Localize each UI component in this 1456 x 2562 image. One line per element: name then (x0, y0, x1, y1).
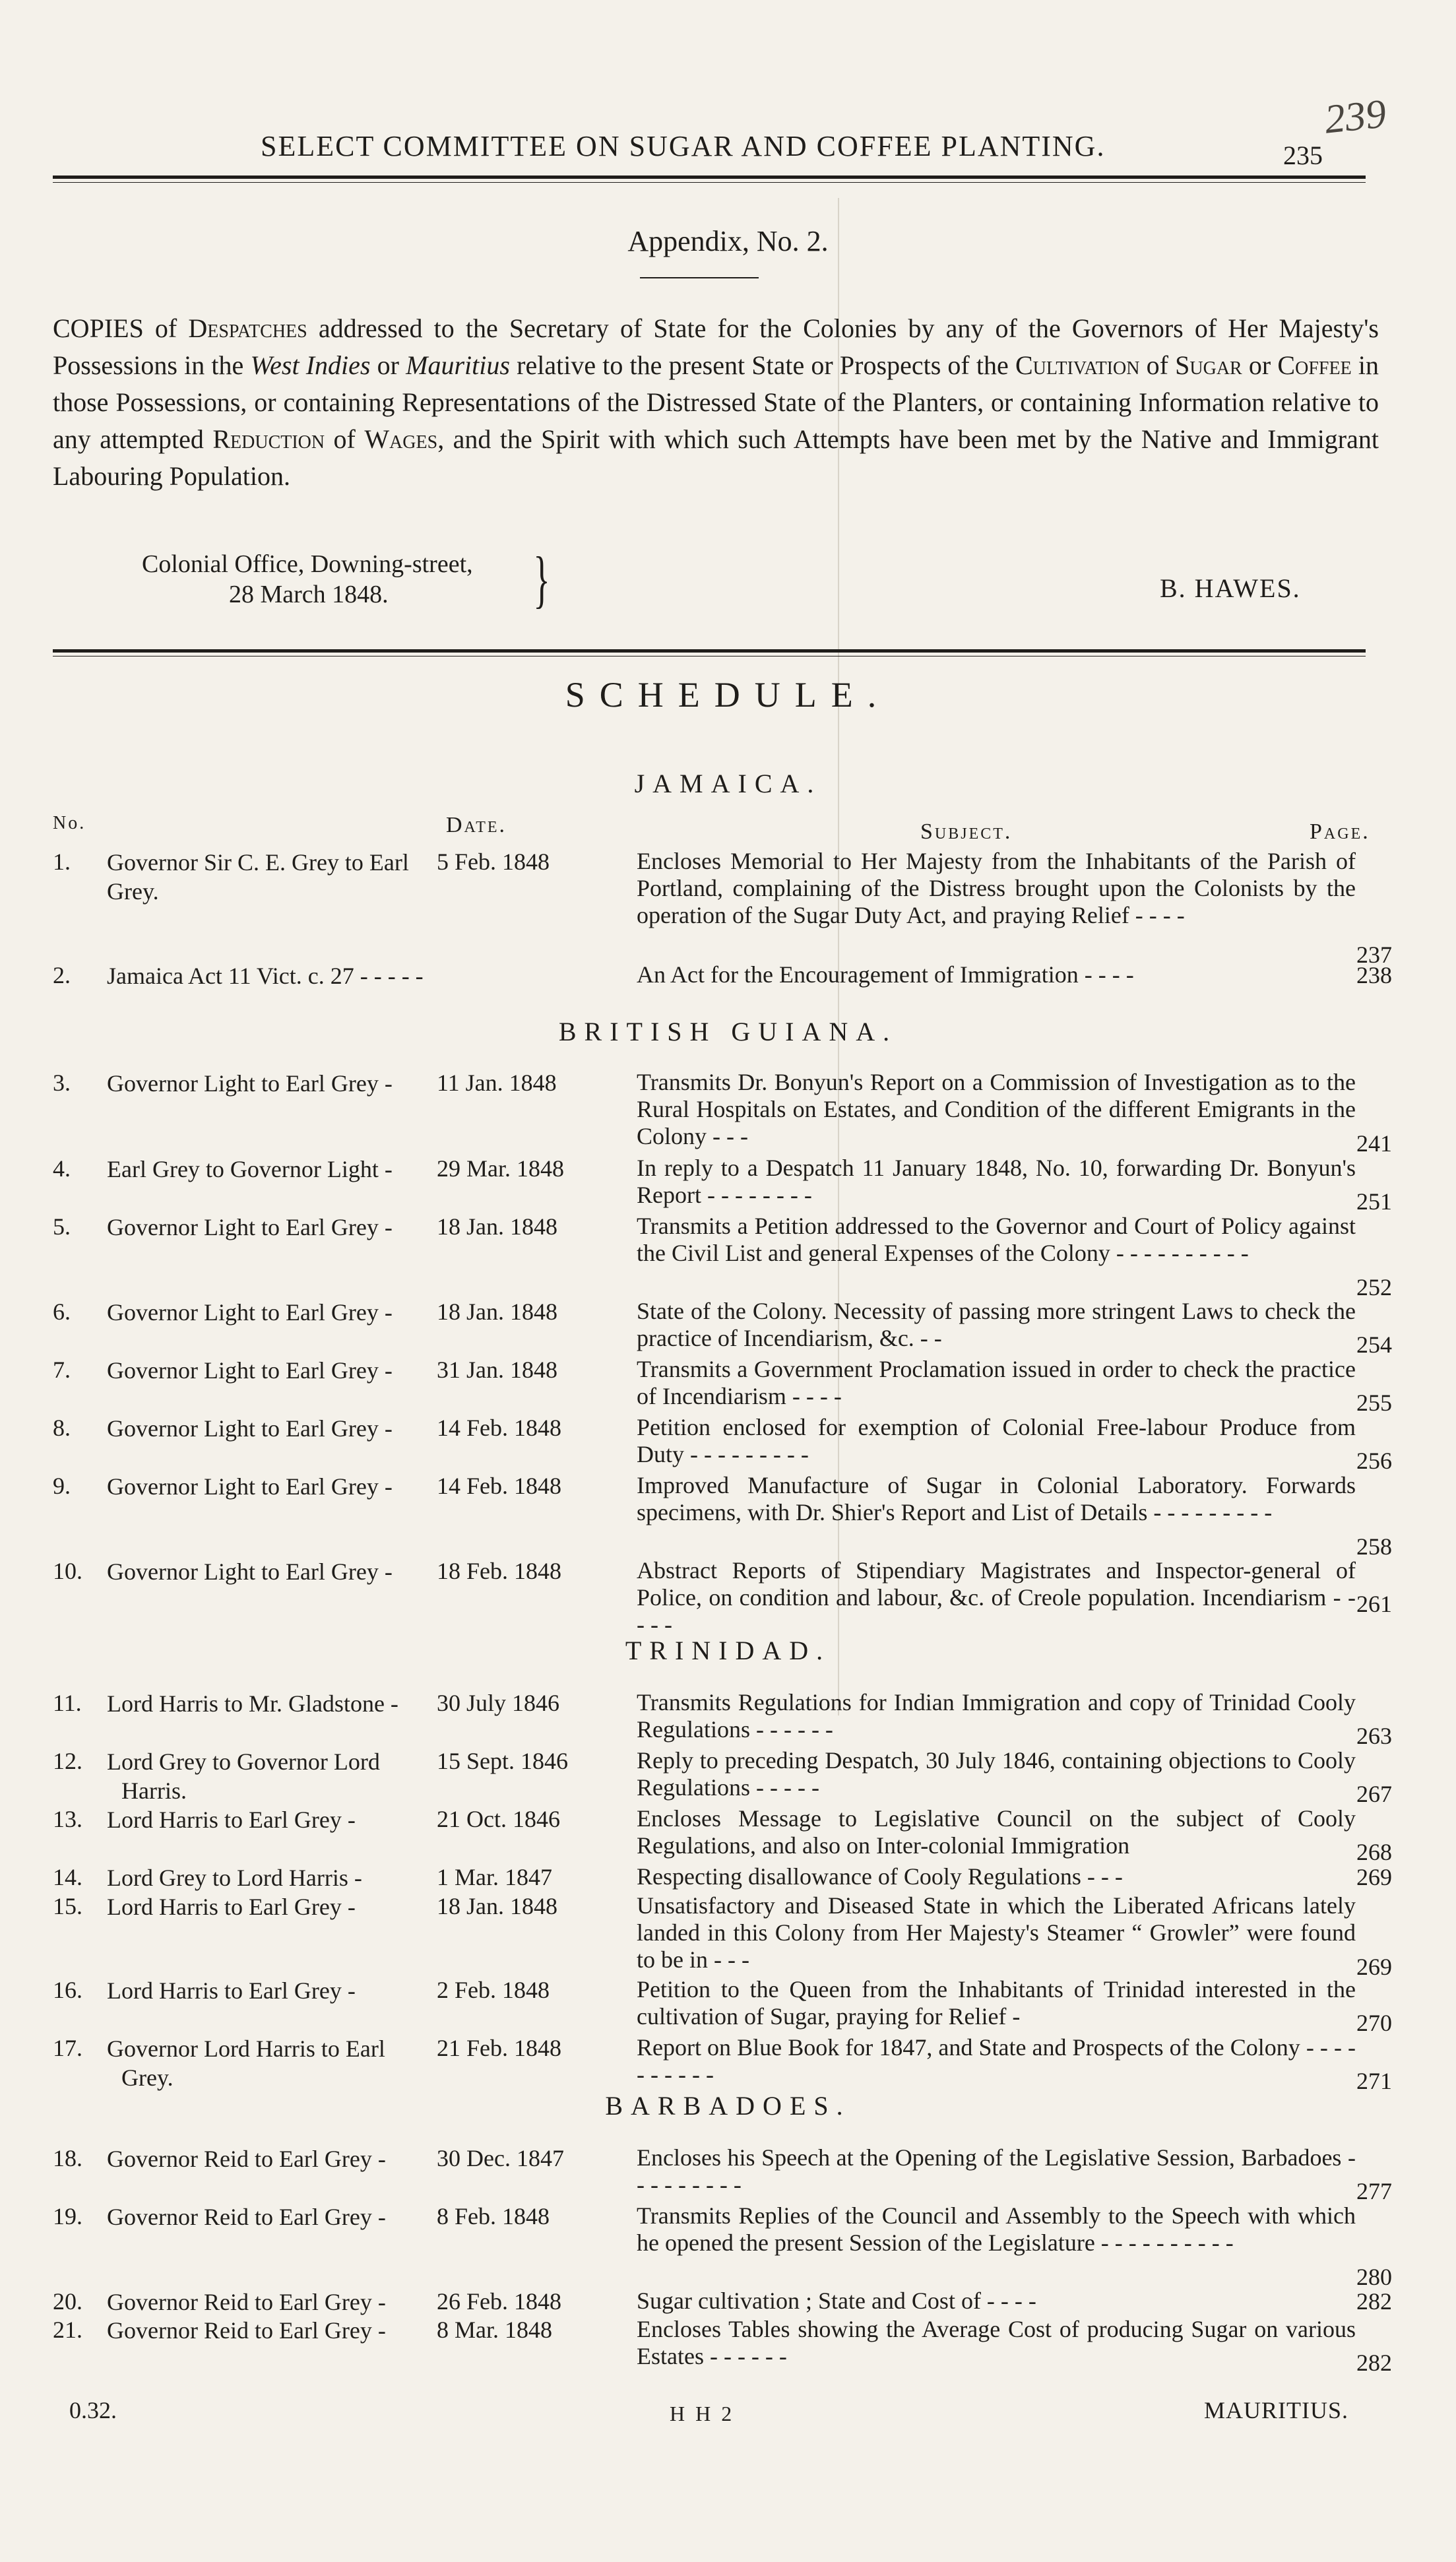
entry-date: 18 Jan. 1848 (437, 1298, 557, 1325)
entry-correspondents (107, 1557, 483, 1586)
entry-date: 18 Jan. 1848 (437, 1893, 557, 1919)
entry-correspondents (107, 848, 483, 906)
intro-small-caps: Coffee (1277, 350, 1352, 380)
entry-subject: Encloses Message to Legislative Council on the subject of Cooly Regulations, and also on Inter-colonial Immigration (637, 1805, 1356, 1859)
entry-subject: Transmits Replies of the Council and Assembly to the Speech with which he opened the present Session of the Legislature - - - - - - - - - - (637, 2202, 1356, 2256)
entry-correspondents (107, 1747, 483, 1805)
entry-subject: Encloses Tables showing the Average Cost of producing Sugar on various Estates - - - - - - (637, 2316, 1356, 2369)
header-rule-thin (53, 182, 1366, 183)
correspondents-line: Governor Reid to Earl Grey - (107, 2146, 386, 2172)
entry-subject: In reply to a Despatch 11 January 1848, No. 10, forwarding Dr. Bonyun's Report - - - - - - - - (637, 1155, 1356, 1208)
entry-date: 15 Sept. 1846 (437, 1748, 569, 1774)
entry-page: 263 (1356, 1723, 1392, 1749)
entry-page: 282 (1356, 2350, 1392, 2376)
correspondents-line: Governor Reid to Earl Grey - (107, 2204, 386, 2230)
intro-italic: Mauritius (406, 350, 510, 380)
entry-correspondents (107, 1155, 483, 1184)
intro-small-caps: Wages (364, 424, 438, 454)
entry-correspondents (107, 1356, 483, 1385)
entry-page: 280 (1356, 2264, 1392, 2290)
entry-subject: State of the Colony. Necessity of passing more stringent Laws to check the practice of Incendiarism, &c. - - (637, 1298, 1356, 1351)
section-heading-trinidad: TRINIDAD. (625, 1636, 831, 1665)
entry-subject: Abstract Reports of Stipendiary Magistrates and Inspector-general of Police, on condition and labour, &c. of Creole population. Incendiarism - - - - - (637, 1557, 1356, 1638)
column-header-page: Page. (1310, 819, 1370, 844)
correspondents-line: Lord Harris to Earl Grey - (107, 1977, 356, 2004)
intro-small-caps: Reduction (212, 424, 325, 454)
entry-subject: Petition enclosed for exemption of Colonial Free-labour Produce from Duty - - - - - - - - - (637, 1414, 1356, 1467)
entry-subject: Transmits a Petition addressed to the Governor and Court of Policy against the Civil List and general Expenses of the Colony - - - - - - - - - - (637, 1213, 1356, 1266)
entry-correspondents (107, 961, 483, 990)
entry-correspondents (107, 1892, 483, 1921)
entry-correspondents (107, 2144, 483, 2173)
entry-correspondents (107, 2316, 483, 2345)
entry-date: 21 Feb. 1848 (437, 2035, 561, 2061)
intro-small-caps: Despatches (188, 313, 307, 343)
column-header-date: Date. (446, 813, 507, 837)
entry-date: 30 July 1846 (437, 1690, 560, 1716)
entry-page: 268 (1356, 1839, 1392, 1865)
entry-number: 11. (53, 1690, 82, 1716)
entry-number: 14. (53, 1864, 82, 1890)
correspondents-line: Lord Harris to Mr. Gladstone - (107, 1690, 398, 1717)
correspondents-line: Harris. (121, 1777, 187, 1804)
entry-correspondents (107, 2288, 483, 2317)
entry-number: 9. (53, 1473, 71, 1499)
entry-date: 8 Mar. 1848 (437, 2317, 552, 2343)
correspondents-line: Jamaica Act 11 Vict. c. 27 - - - - - (107, 963, 424, 989)
office-address (142, 549, 473, 610)
entry-date: 2 Feb. 1848 (437, 1977, 550, 2003)
office-line: Colonial Office, Downing-street, (142, 550, 473, 578)
intro-text: of (325, 424, 365, 454)
correspondents-line: Governor Reid to Earl Grey - (107, 2289, 386, 2315)
entry-date: 18 Jan. 1848 (437, 1213, 557, 1240)
entry-page: 237 (1356, 942, 1392, 968)
section-heading-british-guiana: BRITISH GUIANA. (558, 1017, 898, 1046)
entry-page: 269 (1356, 1954, 1392, 1980)
column-header-subject: Subject. (920, 819, 1013, 844)
entry-correspondents (107, 1689, 483, 1718)
correspondents-line: Governor Light to Earl Grey - (107, 1070, 393, 1097)
entry-subject: Petition to the Queen from the Inhabitants of Trinidad interested in the cultivation of Sugar, praying for Relief - (637, 1976, 1356, 2030)
entry-correspondents (107, 2202, 483, 2231)
entry-page: 271 (1356, 2068, 1392, 2094)
entry-page: 261 (1356, 1591, 1392, 1617)
entry-number: 5. (53, 1213, 71, 1240)
correspondents-line: Governor Light to Earl Grey - (107, 1299, 393, 1326)
intro-text: relative to the present State or Prospects of the (509, 350, 1015, 380)
correspondents-line: Lord Grey to Lord Harris - (107, 1865, 362, 1891)
entry-number: 8. (53, 1415, 71, 1441)
entry-date: 21 Oct. 1846 (437, 1806, 560, 1832)
section-rule-thin (53, 656, 1366, 657)
footer-catchword: MAURITIUS. (1204, 2397, 1349, 2423)
entry-number: 3. (53, 1070, 71, 1096)
correspondents-line: Governor Light to Earl Grey - (107, 1214, 393, 1240)
entry-subject: Respecting disallowance of Cooly Regulations - - - (637, 1863, 1123, 1890)
entry-subject: Encloses Memorial to Her Majesty from the Inhabitants of the Parish of Portland, complaining of the Distress brought upon the Colonists by the operation of the Sugar Duty Act, and praying Relief - - - - (637, 848, 1356, 928)
entry-date: 8 Feb. 1848 (437, 2203, 550, 2229)
correspondents-line: Grey. (107, 878, 159, 905)
entry-date: 1 Mar. 1847 (437, 1864, 552, 1890)
entry-number: 16. (53, 1977, 82, 2003)
intro-italic: West Indies (250, 350, 371, 380)
entry-page: 251 (1356, 1188, 1392, 1215)
entry-number: 2. (53, 962, 71, 988)
intro-text: , and the Spirit with which such Attempts have been met by the Native and Immigrant Labouring Population. (53, 424, 1379, 491)
intro-text: addressed to the Secretary of State for the Colonies by any of the Governors of Her Majesty's Possessions in the (53, 313, 1379, 380)
correspondents-line: Lord Harris to Earl Grey - (107, 1894, 356, 1920)
entry-number: 4. (53, 1155, 71, 1182)
entry-subject: Improved Manufacture of Sugar in Colonial Laboratory. Forwards specimens, with Dr. Shier's Report and List of Details - - - - - - - - - (637, 1472, 1356, 1525)
section-heading-jamaica: JAMAICA. (634, 769, 822, 798)
footer-sheet-number: 0.32. (69, 2397, 117, 2423)
entry-date: 18 Feb. 1848 (437, 1558, 561, 1584)
entry-correspondents (107, 1213, 483, 1242)
appendix-rule (640, 277, 759, 278)
entry-correspondents (107, 1069, 483, 1098)
entry-number: 10. (53, 1558, 82, 1584)
correspondents-line: Grey. (121, 2065, 174, 2091)
intro-text: or (1242, 350, 1278, 380)
section-rule (53, 649, 1366, 653)
footer-signature-mark: H H 2 (670, 2402, 735, 2425)
entry-date: 14 Feb. 1848 (437, 1415, 561, 1441)
entry-page: 258 (1356, 1533, 1392, 1560)
intro-text: of (1139, 350, 1176, 380)
entry-correspondents (107, 1805, 483, 1834)
entry-page: 269 (1356, 1864, 1392, 1890)
intro-text: COPIES of (53, 313, 189, 343)
correspondents-line: Lord Grey to Governor Lord (107, 1748, 380, 1775)
entry-number: 19. (53, 2203, 82, 2229)
entry-subject: Encloses his Speech at the Opening of the Legislative Session, Barbadoes - - - - - - - - - (637, 2144, 1356, 2198)
page-number: 235 (1283, 141, 1323, 170)
entry-correspondents (107, 1863, 483, 1892)
entry-date: 31 Jan. 1848 (437, 1357, 557, 1383)
entry-number: 6. (53, 1298, 71, 1325)
entry-page: 282 (1356, 2288, 1392, 2315)
schedule-title: SCHEDULE. (565, 675, 891, 715)
entry-correspondents (107, 1414, 483, 1443)
entry-date: 29 Mar. 1848 (437, 1155, 564, 1182)
entry-subject: Sugar cultivation ; State and Cost of - - - - (637, 2288, 1036, 2314)
entry-page: 270 (1356, 2010, 1392, 2036)
entry-subject: Transmits a Government Proclamation issued in order to check the practice of Incendiarism - - - - (637, 1356, 1356, 1409)
entry-date: 14 Feb. 1848 (437, 1473, 561, 1499)
entry-subject: Transmits Dr. Bonyun's Report on a Commission of Investigation as to the Rural Hospitals on Estates, and Condition of the different Emigrants in the Colony - - - (637, 1069, 1356, 1149)
entry-subject: Reply to preceding Despatch, 30 July 1846, containing objections to Cooly Regulations - - - - - (637, 1747, 1356, 1801)
correspondents-line: Governor Sir C. E. Grey to Earl (107, 849, 409, 876)
entry-page: 256 (1356, 1448, 1392, 1474)
entry-number: 1. (53, 849, 71, 875)
intro-text: or (370, 350, 406, 380)
header-rule (53, 176, 1366, 179)
entry-number: 18. (53, 2145, 82, 2171)
intro-small-caps: Cultivation (1015, 350, 1140, 380)
entry-subject: An Act for the Encouragement of Immigration - - - - (637, 961, 1134, 988)
entry-page: 255 (1356, 1390, 1392, 1416)
signer-name: B. HAWES. (1160, 573, 1301, 603)
entry-number: 15. (53, 1893, 82, 1919)
correspondents-line: Governor Lord Harris to Earl (107, 2035, 385, 2062)
entry-date: 11 Jan. 1848 (437, 1070, 557, 1096)
entry-number: 12. (53, 1748, 82, 1774)
entry-correspondents (107, 1298, 483, 1327)
entry-page: 267 (1356, 1781, 1392, 1807)
running-header: SELECT COMMITTEE ON SUGAR AND COFFEE PLANTING. (261, 130, 1106, 162)
appendix-title: Appendix, No. 2. (627, 225, 829, 257)
entry-correspondents (107, 2034, 483, 2092)
intro-paragraph (53, 310, 1379, 495)
handwritten-folio-number: 239 (1322, 91, 1389, 143)
correspondents-line: Governor Light to Earl Grey - (107, 1473, 393, 1500)
entry-number: 17. (53, 2035, 82, 2061)
office-date: 28 March 1848. (229, 581, 389, 608)
correspondents-line: Governor Light to Earl Grey - (107, 1415, 393, 1442)
section-heading-barbadoes: BARBADOES. (605, 2091, 851, 2121)
correspondents-line: Earl Grey to Governor Light - (107, 1156, 393, 1182)
correspondents-line: Governor Light to Earl Grey - (107, 1558, 393, 1585)
entry-page: 254 (1356, 1331, 1392, 1358)
entry-number: 20. (53, 2288, 82, 2315)
correspondents-line: Governor Light to Earl Grey - (107, 1357, 393, 1384)
column-header-no: No. (53, 813, 86, 833)
entry-page: 277 (1356, 2178, 1392, 2204)
intro-text: in those Possessions, or containing Representations of the Distressed State of the Planters, or containing Information relative to any attempted (53, 350, 1379, 454)
entry-subject: Transmits Regulations for Indian Immigration and copy of Trinidad Cooly Regulations - - - - - - (637, 1689, 1356, 1743)
entry-correspondents (107, 1472, 483, 1501)
entry-date: 30 Dec. 1847 (437, 2145, 564, 2171)
entry-date: 5 Feb. 1848 (437, 849, 550, 875)
correspondents-line: Lord Harris to Earl Grey - (107, 1807, 356, 1833)
entry-number: 7. (53, 1357, 71, 1383)
entry-date: 26 Feb. 1848 (437, 2288, 561, 2315)
entry-number: 21. (53, 2317, 82, 2343)
entry-subject: Report on Blue Book for 1847, and State and Prospects of the Colony - - - - - - - - - - (637, 2034, 1356, 2088)
entry-page: 241 (1356, 1130, 1392, 1157)
brace-glyph: } (533, 544, 550, 614)
entry-number: 13. (53, 1806, 82, 1832)
entry-page: 238 (1356, 962, 1392, 988)
entry-correspondents (107, 1976, 483, 2005)
correspondents-line: Governor Reid to Earl Grey - (107, 2317, 386, 2344)
intro-small-caps: Sugar (1175, 350, 1242, 380)
entry-subject: Unsatisfactory and Diseased State in which the Liberated Africans lately landed in this Colony from Her Majesty's Steamer “ Growler” were found to be in - - - (637, 1892, 1356, 1973)
entry-page: 252 (1356, 1274, 1392, 1300)
